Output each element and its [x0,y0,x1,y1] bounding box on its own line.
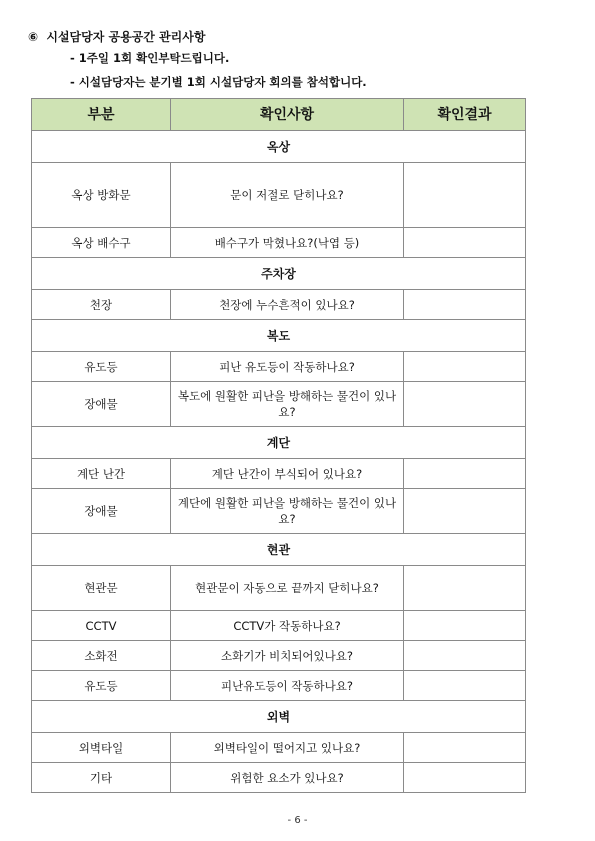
section-row-corridor [32,320,526,352]
row-result-cell[interactable] [404,733,526,763]
facility-checklist-table [31,98,526,793]
row-result-cell[interactable] [404,641,526,671]
row-part: 기타 [32,763,171,793]
section-row-rooftop [32,131,526,163]
table-row [32,611,526,641]
row-result-cell[interactable] [404,459,526,489]
table-row [32,163,526,228]
row-check: 소화기가 비치되어있나요? [171,641,404,671]
row-check: CCTV가 작동하나요? [171,611,404,641]
row-part: 소화전 [32,641,171,671]
row-check: 위험한 요소가 있나요? [171,763,404,793]
header-check: 확인사항 [171,99,404,131]
row-check: 피난유도등이 작동하나요? [171,671,404,701]
table-row [32,352,526,382]
row-result-cell[interactable] [404,163,526,228]
row-part: 계단 난간 [32,459,171,489]
row-check: 외벽타일이 떨어지고 있나요? [171,733,404,763]
table-row [32,763,526,793]
section-title: 시설담당자 공용공간 관리사항 [46,30,206,44]
section-title-entrance: 현관 [32,534,526,566]
row-part: 옥상 방화문 [32,163,171,228]
section-title-parking: 주차장 [32,258,526,290]
row-part: 옥상 배수구 [32,228,171,258]
section-row-stairs [32,427,526,459]
table-row [32,733,526,763]
table-row [32,228,526,258]
table-row [32,290,526,320]
row-result-cell[interactable] [404,228,526,258]
row-part: 외벽타일 [32,733,171,763]
row-part: 천장 [32,290,171,320]
section-title-exterior-wall: 외벽 [32,701,526,733]
header-part: 부분 [32,99,171,131]
table-row [32,641,526,671]
row-part: 장애물 [32,489,171,534]
section-row-exterior-wall [32,701,526,733]
row-check: 현관문이 자동으로 끝까지 닫히나요? [171,566,404,611]
header-result: 확인결과 [404,99,526,131]
row-check: 피난 유도등이 작동하나요? [171,352,404,382]
section-title-rooftop: 옥상 [32,131,526,163]
row-part: 현관문 [32,566,171,611]
row-result-cell[interactable] [404,566,526,611]
row-result-cell[interactable] [404,671,526,701]
page-number: - 6 - [287,815,308,826]
row-result-cell[interactable] [404,489,526,534]
section-title-corridor: 복도 [32,320,526,352]
row-part: 유도등 [32,671,171,701]
section-heading [28,28,205,45]
table-header-row [32,99,526,131]
note-quarterly-meeting: - 시설담당자는 분기별 1회 시설담당자 회의를 참석합니다. [70,75,367,89]
row-result-cell[interactable] [404,290,526,320]
row-part: CCTV [32,611,171,641]
row-check: 천장에 누수흔적이 있나요? [171,290,404,320]
row-result-cell[interactable] [404,763,526,793]
row-result-cell[interactable] [404,382,526,427]
row-result-cell[interactable] [404,352,526,382]
row-check: 배수구가 막혔나요?(낙엽 등) [171,228,404,258]
section-number: ⑥ [28,30,39,44]
row-check: 복도에 원활한 피난을 방해하는 물건이 있나요? [171,382,404,427]
table-row [32,489,526,534]
section-row-entrance [32,534,526,566]
note-weekly-check: - 1주일 1회 확인부탁드립니다. [70,51,230,65]
table-row [32,459,526,489]
row-check: 계단에 원활한 피난을 방해하는 물건이 있나요? [171,489,404,534]
row-part: 유도등 [32,352,171,382]
table-row [32,671,526,701]
row-check: 문이 저절로 닫히나요? [171,163,404,228]
section-row-parking [32,258,526,290]
table-row [32,566,526,611]
row-check: 계단 난간이 부식되어 있나요? [171,459,404,489]
section-title-stairs: 계단 [32,427,526,459]
row-part: 장애물 [32,382,171,427]
row-result-cell[interactable] [404,611,526,641]
table-row [32,382,526,427]
